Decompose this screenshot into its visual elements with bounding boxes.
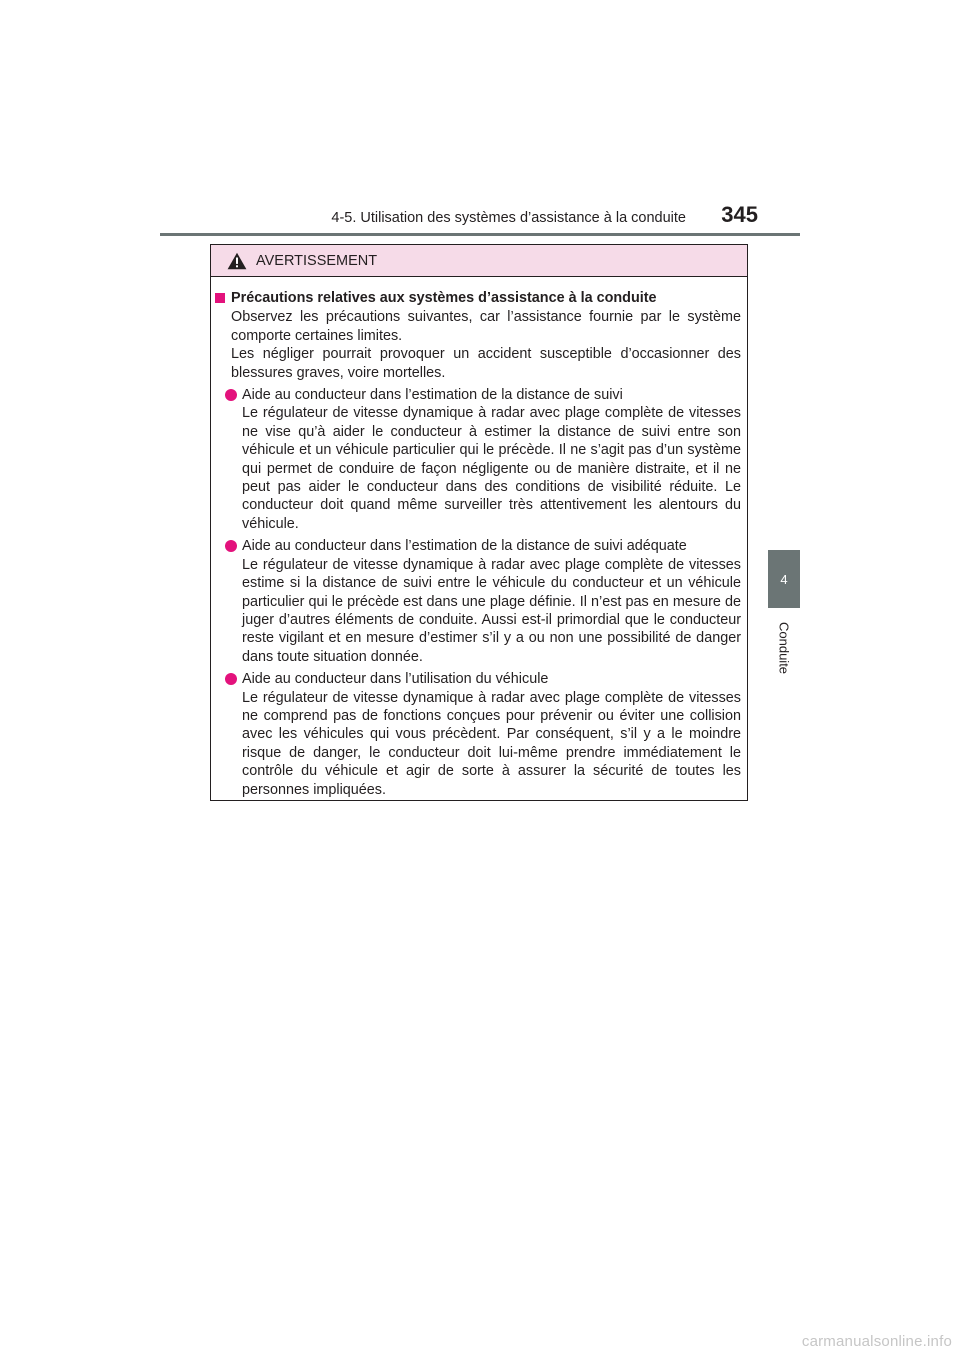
item-content — [242, 670, 741, 799]
section-title: 4-5. Utilisation des systèmes d’assistance à la conduite — [331, 210, 686, 226]
item-title: Aide au conducteur dans l’estimation de la distance de suivi — [242, 387, 623, 404]
intro-paragraph: Les négliger pourrait provoquer un accident susceptible d’occasionner des blessures graves, voire mortelles. — [231, 346, 741, 381]
warning-title: AVERTISSEMENT — [256, 252, 378, 269]
item-text: Le régulateur de vitesse dynamique à radar avec plage complète de vitesses estime si la distance de suivi entre le véhicule du conducteur et un véhicule particulier qui le précède est dans une plage définie. Il n’est pas en mesure de juger d’autres éléments de conduite. Aussi est-il primordial que le conducteur reste vigilant et en mesure d’estimer s’il y a ou non une possibilité de danger dans toute situation donnée. — [242, 556, 741, 665]
item-title: Aide au conducteur dans l’estimation de la distance de suivi adéquate — [242, 538, 687, 555]
item-content — [242, 537, 741, 666]
chapter-tab[interactable] — [768, 550, 800, 608]
warning-body — [211, 277, 747, 799]
dot-bullet-icon — [225, 389, 237, 401]
item-content — [242, 386, 741, 533]
warning-triangle-icon — [227, 252, 247, 270]
page-number: 345 — [721, 202, 758, 227]
header-rule — [160, 233, 800, 236]
warning-heading — [215, 289, 741, 307]
dot-bullet-icon — [225, 540, 237, 552]
intro-paragraph: Observez les précautions suivantes, car l’assistance fournie par le système comporte certaines limites. — [231, 309, 741, 344]
list-item — [225, 386, 741, 533]
list-item — [225, 670, 741, 799]
intro-text — [231, 308, 741, 382]
warning-header — [211, 245, 747, 277]
dot-bullet-icon — [225, 673, 237, 685]
heading-text: Précautions relatives aux systèmes d’assistance à la conduite — [231, 290, 657, 306]
square-bullet-icon — [215, 293, 225, 303]
item-text: Le régulateur de vitesse dynamique à radar avec plage complète de vitesses ne comprend pas de fonctions conçues pour prévenir ou éviter une collision avec les véhicules qui vous précèdent. Par conséquent, s’il y a le moindre risque de danger, le conducteur doit lui-même prendre immédiatement le contrôle du véhicule et agir de sorte à assurer la sécurité de toutes les personnes impliquées. — [242, 689, 741, 798]
footer-site-watermark: carmanualsonline.info — [801, 1333, 952, 1350]
chapter-label: Conduite — [776, 621, 792, 675]
item-title: Aide au conducteur dans l’utilisation du véhicule — [242, 671, 549, 688]
list-item — [225, 537, 741, 666]
warning-box — [210, 244, 748, 801]
chapter-number: 4 — [780, 571, 788, 587]
item-text: Le régulateur de vitesse dynamique à radar avec plage complète de vitesses ne vise qu’à aider le conducteur à estimer la distance de suivi entre son véhicule et un véhicule particulier qui le précède. Il ne s’agit pas d’un système qui permet de conduire de façon négligente ou de manière distraite, et il ne peut pas aider le conducteur dans des conditions de visibilité réduite. Le conducteur doit quand même surveiller très attentivement les alentours du véhicule. — [242, 405, 741, 532]
page-header — [160, 198, 800, 234]
